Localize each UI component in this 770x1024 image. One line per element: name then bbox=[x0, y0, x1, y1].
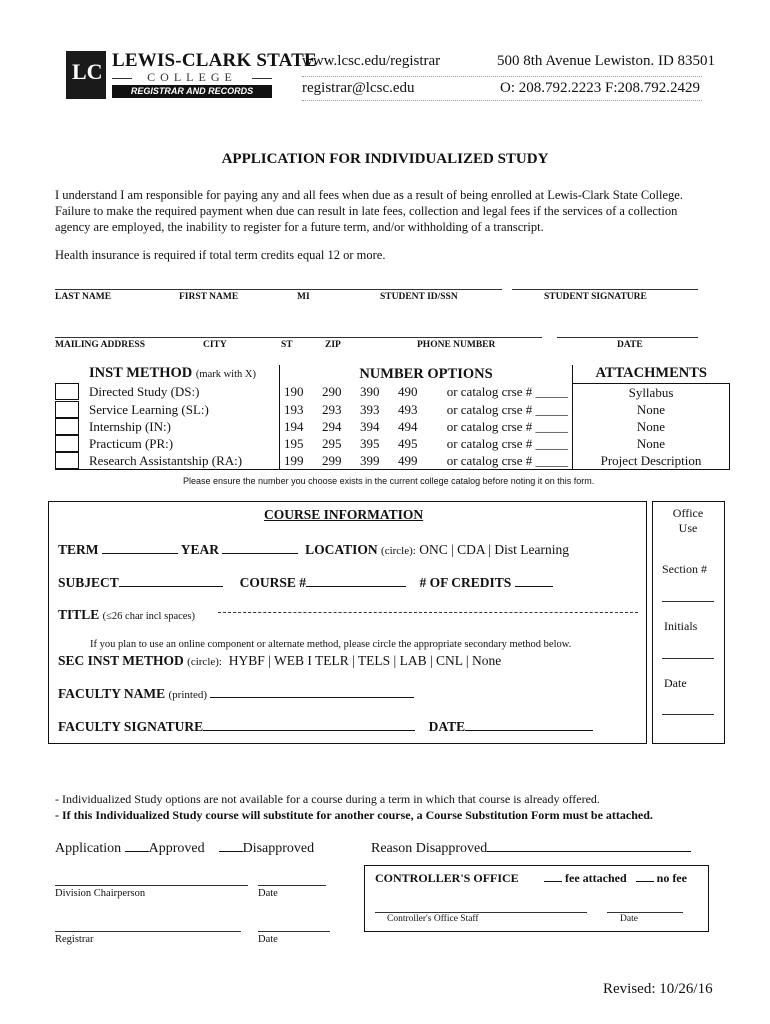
course-number-field[interactable] bbox=[306, 574, 406, 587]
faculty-signature-label: FACULTY SIGNATURE bbox=[58, 719, 204, 734]
attachment: None bbox=[573, 418, 730, 435]
college-name: LEWIS-CLARK STATE bbox=[112, 50, 317, 71]
method-label: Research Assistantship (RA:) bbox=[85, 452, 280, 470]
title-field[interactable] bbox=[218, 612, 638, 613]
title-label: TITLE bbox=[58, 607, 100, 622]
checkbox-service-learning[interactable] bbox=[55, 401, 79, 418]
number-option: 199 bbox=[284, 452, 304, 468]
subject-field[interactable] bbox=[119, 574, 223, 587]
faculty-name-note: (printed) bbox=[168, 689, 207, 701]
online-method-note: If you plan to use an online component or alternate method, please circle the appropriate secondary method below. bbox=[90, 639, 572, 650]
application-label: Application bbox=[55, 841, 122, 856]
faculty-name-label: FACULTY NAME bbox=[58, 686, 166, 701]
attachment: None bbox=[573, 401, 730, 418]
controller-staff-line[interactable] bbox=[375, 912, 587, 913]
term-field[interactable] bbox=[102, 541, 178, 554]
fee-options bbox=[544, 871, 687, 886]
table-row bbox=[55, 418, 730, 435]
division-chair-date-label: Date bbox=[258, 888, 278, 899]
approved-label: Approved bbox=[148, 841, 205, 856]
faculty-date-label: DATE bbox=[428, 719, 466, 734]
number-option: 495 bbox=[398, 435, 418, 451]
checkbox-directed-study[interactable] bbox=[55, 383, 79, 400]
faculty-name-row bbox=[58, 685, 414, 702]
student-id-label: STUDENT ID/SSN bbox=[380, 292, 458, 302]
checkbox-practicum[interactable] bbox=[55, 435, 79, 452]
faculty-date-field[interactable] bbox=[465, 718, 593, 731]
disapproved-field[interactable] bbox=[219, 839, 243, 852]
no-fee-field[interactable] bbox=[636, 871, 654, 882]
student-signature-label: STUDENT SIGNATURE bbox=[544, 292, 647, 302]
registrar-label: Registrar bbox=[55, 934, 94, 945]
date-line[interactable] bbox=[557, 337, 698, 338]
section-label: Section # bbox=[662, 562, 707, 576]
office-date-label: Date bbox=[664, 676, 687, 690]
college-word: COLLEGE bbox=[112, 70, 272, 85]
number-option: 493 bbox=[398, 401, 418, 417]
inst-method-table bbox=[55, 365, 730, 470]
number-option: 294 bbox=[322, 418, 342, 434]
number-option: 399 bbox=[360, 452, 380, 468]
address: 500 8th Avenue Lewiston. ID 83501 bbox=[497, 53, 716, 69]
checkbox-research-assistantship[interactable] bbox=[55, 452, 79, 469]
insurance-note: Health insurance is required if total term credits equal 12 or more. bbox=[55, 248, 386, 262]
number-option: 194 bbox=[284, 418, 304, 434]
email-link[interactable]: registrar@lcsc.edu bbox=[302, 80, 415, 96]
table-row bbox=[55, 452, 730, 470]
college-logo: LC bbox=[66, 51, 106, 99]
title-row bbox=[58, 607, 195, 623]
header-divider-2 bbox=[302, 100, 702, 101]
division-chair-signature-line[interactable] bbox=[55, 885, 248, 886]
title-note: (≤26 char incl spaces) bbox=[102, 611, 196, 622]
disapproved-label: Disapproved bbox=[242, 841, 315, 856]
number-option: 494 bbox=[398, 418, 418, 434]
catalog-course-option: or catalog crse # _____ bbox=[432, 435, 573, 452]
method-label: Service Learning (SL:) bbox=[85, 401, 280, 418]
term-label: TERM bbox=[58, 542, 99, 557]
first-name-label: FIRST NAME bbox=[179, 292, 239, 302]
catalog-note: Please ensure the number you choose exists in the current college catalog before noting it on this form. bbox=[183, 476, 595, 486]
controller-staff-label: Controller's Office Staff bbox=[387, 914, 479, 924]
table-row bbox=[55, 401, 730, 418]
initials-label: Initials bbox=[664, 619, 698, 633]
location-label: LOCATION bbox=[305, 542, 378, 557]
department-name: REGISTRAR AND RECORDS bbox=[112, 85, 272, 98]
method-label: Directed Study (DS:) bbox=[85, 383, 280, 401]
number-options-heading: NUMBER OPTIONS bbox=[280, 365, 573, 383]
course-info-heading: COURSE INFORMATION bbox=[264, 507, 424, 522]
number-option: 499 bbox=[398, 452, 418, 468]
catalog-course-option: or catalog crse # _____ bbox=[432, 401, 573, 418]
year-label: YEAR bbox=[180, 542, 220, 557]
revision-date: Revised: 10/26/16 bbox=[603, 981, 713, 997]
checkbox-internship[interactable] bbox=[55, 418, 79, 435]
attachment: Project Description bbox=[573, 452, 730, 470]
student-name-line[interactable] bbox=[55, 289, 502, 290]
availability-note: - Individualized Study options are not available for a course during a term in which that course is already offered. bbox=[55, 792, 600, 806]
website-link[interactable]: www.lcsc.edu/registrar bbox=[302, 53, 441, 69]
last-name-label: LAST NAME bbox=[55, 292, 112, 302]
reason-row bbox=[371, 839, 691, 857]
section-field[interactable] bbox=[662, 601, 714, 602]
number-option: 290 bbox=[322, 384, 342, 400]
number-option: 490 bbox=[398, 384, 418, 400]
division-chair-label: Division Chairperson bbox=[55, 888, 146, 899]
sec-method-row bbox=[58, 653, 501, 669]
method-label: Internship (IN:) bbox=[85, 418, 280, 435]
office-date-field[interactable] bbox=[662, 714, 714, 715]
course-number-label: COURSE # bbox=[239, 575, 307, 590]
credits-label: # OF CREDITS bbox=[419, 575, 512, 590]
form-title: APPLICATION FOR INDIVIDUALIZED STUDY bbox=[221, 151, 549, 167]
sec-method-note: (circle): bbox=[187, 656, 222, 668]
subject-label: SUBJECT bbox=[58, 575, 119, 590]
sec-method-options[interactable]: HYBF | WEB I TELR | TELS | LAB | CNL | None bbox=[228, 653, 502, 668]
date-label: DATE bbox=[617, 340, 643, 350]
number-option: 190 bbox=[284, 384, 304, 400]
city-label: CITY bbox=[203, 340, 227, 350]
term-row bbox=[58, 541, 569, 558]
initials-field[interactable] bbox=[662, 658, 714, 659]
phone-label: PHONE NUMBER bbox=[417, 340, 496, 350]
sec-method-label: SEC INST METHOD bbox=[58, 653, 184, 668]
fee-attached-field[interactable] bbox=[544, 871, 562, 882]
number-option: 195 bbox=[284, 435, 304, 451]
subject-row bbox=[58, 574, 553, 591]
number-option: 299 bbox=[322, 452, 342, 468]
table-row bbox=[55, 435, 730, 452]
credits-field[interactable] bbox=[515, 574, 553, 587]
approved-field[interactable] bbox=[125, 839, 149, 852]
fee-attached-label: fee attached bbox=[565, 871, 627, 885]
student-signature-line[interactable] bbox=[512, 289, 698, 290]
header-divider bbox=[302, 76, 702, 77]
catalog-course-option: or catalog crse # _____ bbox=[432, 418, 573, 435]
registrar-date-line[interactable] bbox=[258, 931, 330, 932]
reason-label: Reason Disapproved bbox=[371, 841, 488, 856]
catalog-course-option: or catalog crse # _____ bbox=[432, 452, 573, 470]
controller-date-label: Date bbox=[620, 914, 638, 924]
inst-method-heading: INST METHOD bbox=[89, 365, 193, 381]
division-chair-date-line[interactable] bbox=[258, 885, 326, 886]
mailing-address-label: MAILING ADDRESS bbox=[55, 340, 146, 350]
no-fee-label: no fee bbox=[656, 871, 687, 885]
table-row bbox=[55, 383, 730, 401]
faculty-name-field[interactable] bbox=[210, 685, 414, 698]
number-option: 395 bbox=[360, 435, 380, 451]
number-option: 390 bbox=[360, 384, 380, 400]
controller-office-heading: CONTROLLER'S OFFICE bbox=[375, 871, 519, 885]
number-option: 394 bbox=[360, 418, 380, 434]
registrar-signature-line[interactable] bbox=[55, 931, 241, 932]
inst-method-note: (mark with X) bbox=[195, 369, 256, 380]
number-option: 393 bbox=[360, 401, 380, 417]
faculty-signature-row bbox=[58, 718, 593, 735]
approval-row bbox=[55, 839, 314, 857]
fee-statement: I understand I am responsible for paying any and all fees when due as a result of being enrolled at Lewis-Clark State College. Failure to make the required payment when due can result in late fees, collection and legal fees if the services of a collection agency are employed, the inability to register for a future term, and/or withholding of a transcript. bbox=[55, 188, 683, 234]
number-option: 293 bbox=[322, 401, 342, 417]
state-label: ST bbox=[281, 340, 293, 350]
location-note: (circle): bbox=[381, 545, 416, 557]
catalog-course-option: or catalog crse # _____ bbox=[432, 383, 573, 401]
attachments-heading: ATTACHMENTS bbox=[573, 365, 730, 383]
method-label: Practicum (PR:) bbox=[85, 435, 280, 452]
faculty-signature-field[interactable] bbox=[203, 718, 415, 731]
attachment: None bbox=[573, 435, 730, 452]
address-line[interactable] bbox=[55, 337, 542, 338]
mi-label: MI bbox=[297, 292, 310, 302]
office-use-heading: Office Use bbox=[672, 506, 704, 535]
attachment: Syllabus bbox=[573, 383, 730, 401]
registrar-date-label: Date bbox=[258, 934, 278, 945]
zip-label: ZIP bbox=[325, 340, 341, 350]
location-options[interactable]: ONC | CDA | Dist Learning bbox=[419, 542, 569, 557]
year-field[interactable] bbox=[222, 541, 298, 554]
number-option: 295 bbox=[322, 435, 342, 451]
phone-fax: O: 208.792.2223 F:208.792.2429 bbox=[500, 80, 701, 96]
substitution-note: - If this Individualized Study course will substitute for another course, a Course Substitution Form must be attached. bbox=[55, 808, 653, 822]
reason-field[interactable] bbox=[487, 839, 691, 852]
number-option: 193 bbox=[284, 401, 304, 417]
controller-date-line[interactable] bbox=[607, 912, 683, 913]
